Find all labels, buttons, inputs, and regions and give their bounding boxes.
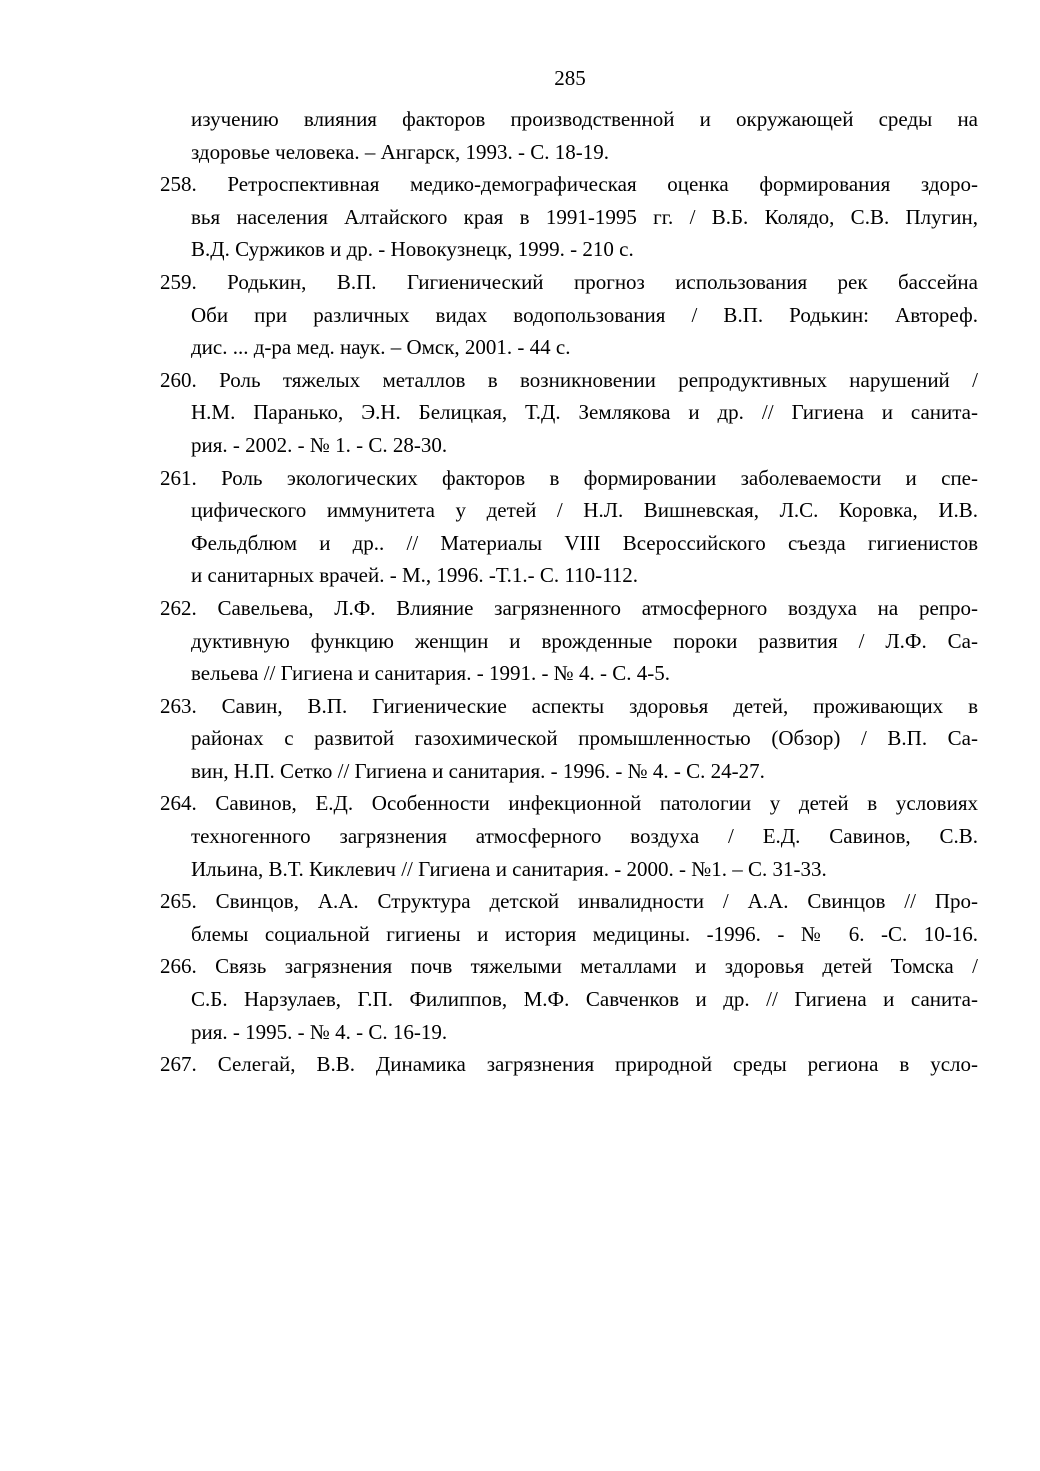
bibliography-list: [160, 103, 978, 1081]
reference-entry-line: 264. Савинов, Е.Д. Особенности инфекционной патологии у детей в условиях: [160, 791, 978, 816]
reference-continuation-line: изучению влияния факторов производственной и окружающей среды на: [191, 107, 978, 131]
reference-continuation-line: Фельдблюм и др.. // Материалы VIII Всероссийского съезда гигиенистов: [191, 530, 978, 555]
reference-continuation-line: вельева // Гигиена и санитария. - 1991. - № 4. - С. 4-5.: [191, 661, 670, 686]
reference-entry-line: 260. Роль тяжелых металлов в возникновении репродуктивных нарушений /: [160, 367, 978, 392]
reference-continuation-line: вья населения Алтайского края в 1991-1995 гг. / В.Б. Колядо, С.В. Плугин,: [191, 204, 978, 229]
reference-continuation-line: С.Б. Нарзулаев, Г.П. Филиппов, М.Ф. Савченков и др. // Гигиена и санита-: [191, 987, 978, 1012]
reference-continuation-line: Ильина, В.Т. Киклевич // Гигиена и санитария. - 2000. - №1. – С. 31-33.: [191, 856, 827, 881]
reference-continuation-line: техногенного загрязнения атмосферного воздуха / Е.Д. Савинов, С.В.: [191, 824, 978, 849]
reference-continuation-line: вин, Н.П. Сетко // Гигиена и санитария. - 1996. - № 4. - С. 24-27.: [191, 758, 765, 783]
reference-entry-line: 262. Савельева, Л.Ф. Влияние загрязненного атмосферного воздуха на репро-: [160, 595, 978, 620]
reference-continuation-line: рия. - 1995. - № 4. - С. 16-19.: [191, 1019, 448, 1044]
reference-continuation-line: Н.М. Паранько, Э.Н. Белицкая, Т.Д. Землякова и др. // Гигиена и санита-: [191, 400, 978, 425]
reference-continuation-line: В.Д. Суржиков и др. - Новокузнецк, 1999. - 210 с.: [191, 237, 634, 262]
reference-continuation-line: блемы социальной гигиены и история медицины. -1996. - № 6. -С. 10-16.: [191, 921, 978, 946]
reference-entry-line: 261. Роль экологических факторов в формировании заболеваемости и спе-: [160, 465, 978, 490]
page-number: 285: [554, 66, 586, 90]
reference-entry-line: 263. Савин, В.П. Гигиенические аспекты здоровья детей, проживающих в: [160, 693, 978, 718]
reference-continuation-line: и санитарных врачей. - М., 1996. -Т.1.- С. 110-112.: [191, 563, 639, 588]
reference-continuation-line: дис. ... д-ра мед. наук. – Омск, 2001. - 44 с.: [191, 335, 571, 360]
reference-continuation-line: дуктивную функцию женщин и врожденные пороки развития / Л.Ф. Са-: [191, 628, 978, 653]
reference-entry-line: 258. Ретроспективная медико-демографическая оценка формирования здоро-: [160, 172, 978, 197]
reference-continuation-line: здоровье человека. – Ангарск, 1993. - С. 18-19.: [191, 139, 609, 164]
reference-entry-line: 265. Свинцов, А.А. Структура детской инвалидности / А.А. Свинцов // Про-: [160, 889, 978, 914]
reference-continuation-line: районах с развитой газохимической промышленностью (Обзор) / В.П. Са-: [191, 726, 978, 751]
reference-continuation-line: Оби при различных видах водопользования / В.П. Родькин: Автореф.: [191, 302, 978, 327]
reference-entry-line: 266. Связь загрязнения почв тяжелыми металлами и здоровья детей Томска /: [160, 954, 978, 979]
reference-entry-line: 259. Родькин, В.П. Гигиенический прогноз использования рек бассейна: [160, 269, 978, 294]
reference-continuation-line: рия. - 2002. - № 1. - С. 28-30.: [191, 432, 448, 457]
reference-entry-line: 267. Селегай, В.В. Динамика загрязнения природной среды региона в усло-: [160, 1052, 978, 1077]
reference-continuation-line: цифического иммунитета у детей / Н.Л. Вишневская, Л.С. Коровка, И.В.: [191, 498, 978, 523]
